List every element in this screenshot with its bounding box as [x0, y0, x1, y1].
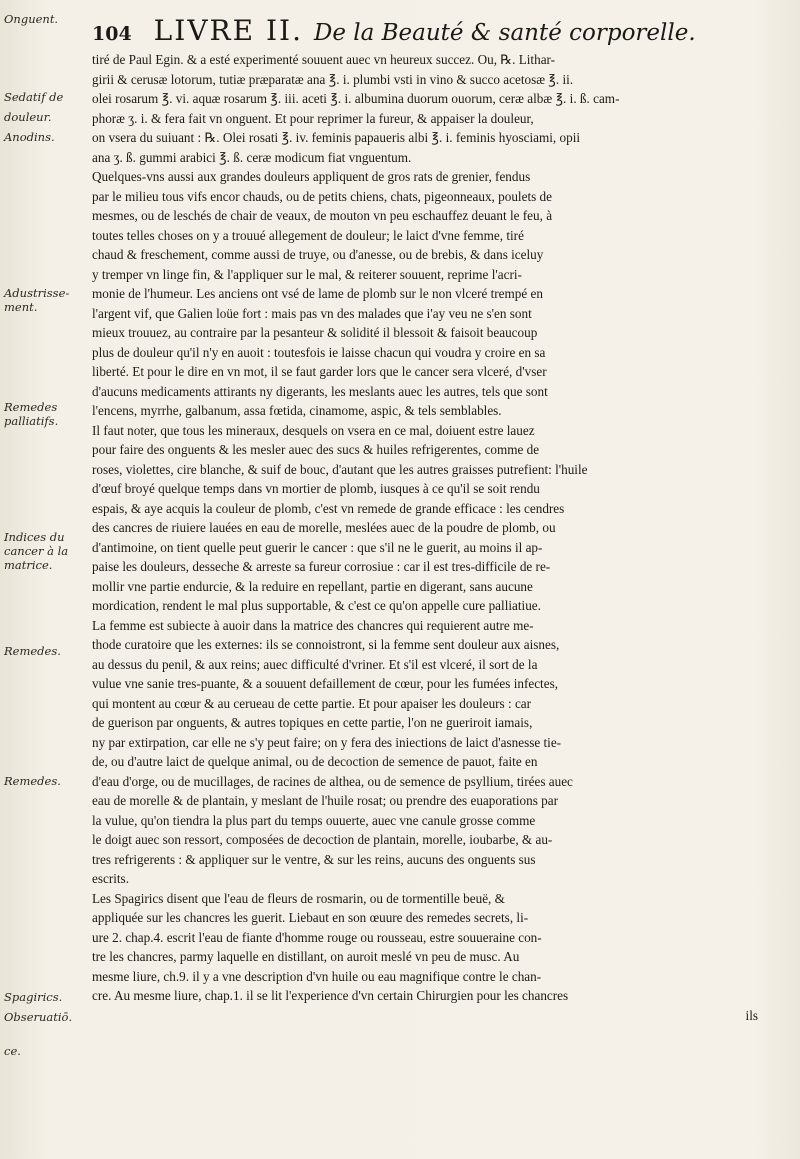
margin-note: Onguent. — [4, 12, 59, 26]
text-line: monie de l'humeur. Les anciens ont vsé de lame de plomb sur le non vlceré trempé en — [92, 286, 543, 301]
margin-note: Sedatif de — [4, 90, 64, 104]
margin-note: douleur. — [4, 110, 52, 124]
text-line: girii & cerusæ lotorum, tutiæ præparatæ ana ℥. i. plumbi vsti in vino & succo acetosæ ℥. ii. — [92, 71, 574, 87]
text-line: au dessus du penil, & aux reins; auec difficulté d'vriner. Et s'il est vlceré, il sort de la — [92, 656, 538, 672]
margin-note: Adustrisse-ment. — [4, 286, 70, 314]
text-line: mollir vne partie endurcie, & la reduire en repellant, partie en digerant, sans aucune — [92, 578, 533, 594]
text-line: espais, & aye acquis la couleur de plomb, c'est vn remede de grande efficace : les cendres — [92, 500, 565, 516]
text-line: l'argent vif, que Galien loüe fort : mais pas vn des malades que i'ay veu ne s'en sont — [92, 305, 532, 321]
text-line: on vsera du suiuant : ℞. Olei rosati ℥. iv. feminis papaueris albi ℥. i. feminis hyosciami, opii — [92, 130, 581, 145]
text-line: cre. Au mesme liure, chap.1. il se lit l'experience d'vn certain Chirurgien pour les chancres — [92, 988, 569, 1003]
text-line: par le milieu tous vifs encor chauds, ou de petits chiens, chats, pigeonneaux, poulets de — [92, 188, 552, 204]
text-line: Les Spagirics disent que l'eau de fleurs de rosmarin, ou de tormentille beuë, & — [92, 890, 505, 906]
text-line: ure 2. chap.4. escrit l'eau de fiante d'homme rouge ou rousseau, estre souueraine con- — [92, 929, 542, 945]
text-line: Il faut noter, que tous les mineraux, desquels on vsera en ce mal, doiuent estre lauez — [92, 422, 535, 438]
text-line: ils — [745, 1007, 758, 1023]
text-line: plus de douleur qu'il n'y en auoit : toutesfois ie laisse chacun qui voudra y croire en sa — [92, 344, 546, 360]
text-line: tiré de Paul Egin. & a esté experimenté souuent auec vn heureux succez. Ou, ℞. Lithar- — [92, 52, 556, 67]
text-line: escrits. — [92, 871, 129, 886]
margin-note: Remedes. — [4, 644, 61, 658]
margin-note: Remedes palliatifs. — [4, 400, 59, 428]
page-header — [92, 14, 782, 48]
text-line: y tremper vn linge fin, & l'appliquer sur le mal, & reiterer souuent, reprime l'acri- — [92, 266, 522, 282]
text-line: roses, violettes, cire blanche, & suif de bouc, d'autant que les autres graisses putrefient: l'huile — [92, 461, 588, 477]
text-line: mieux trouuez, au contraire par la pesanteur & solidité il blessoit & faisoit beaucoup — [92, 325, 538, 340]
margin-note: Spagirics. — [4, 990, 63, 1004]
text-line: appliquée sur les chancres les guerit. Liebaut en son œuure des remedes secrets, li- — [92, 910, 529, 925]
body-text — [92, 50, 782, 1025]
text-line: eau de morelle & de plantain, y meslant de l'huile rosat; ou prendre des euaporations par — [92, 793, 558, 808]
text-line: l'encens, myrrhe, galbanum, assa fœtida, cinamome, aspic, & tels semblables. — [92, 403, 502, 418]
text-line: olei rosarum ℥. vi. aquæ rosarum ℥. iii. aceti ℥. i. albumina duorum ouorum, ceræ albæ ℥. i. ß. cam- — [92, 91, 620, 106]
running-title — [154, 14, 696, 47]
margin-note: ce. — [4, 1044, 21, 1058]
margin-note: Remedes. — [4, 774, 61, 788]
text-line: Quelques-vns aussi aux grandes douleurs appliquent de gros rats de grenier, fendus — [92, 169, 531, 184]
text-line: d'antimoine, on tient quelle peut guerir le cancer : que s'il ne le guerit, au moins il ap- — [92, 539, 543, 555]
text-line: d'aucuns medicaments attirants ny digerants, les meslants auec les autres, tels que sont — [92, 383, 548, 399]
text-line: phoræ ʒ. i. & fera fait vn onguent. Et pour reprimer la fureur, & appaiser la douleur, — [92, 110, 534, 126]
text-line: de guerison par onguents, & autres topiques en cette partie, l'on ne gueriroit iamais, — [92, 715, 533, 730]
running-title-book: LIVRE II. — [153, 14, 303, 47]
text-line: mordication, rendent le mal plus supportable, & c'est ce qu'on appelle cure palliatiue. — [92, 598, 541, 613]
text-line: des cancres de riuiere lauées en eau de morelle, meslées auec de la poudre de plomb, ou — [92, 520, 556, 535]
text-line: thode curatoire que les externes: ils se connoistront, si la femme sent douleur aux aisnes, — [92, 637, 560, 652]
running-title-subject: De la Beauté & santé corporelle. — [313, 20, 696, 46]
text-line: tre les chancres, parmy laquelle en distillant, on auroit meslé vn peu de musc. Au — [92, 949, 520, 964]
text-line: toutes telles choses on y a trouué allegement de douleur; le laict d'vne femme, tiré — [92, 227, 524, 243]
text-line: qui montent au cœur & au cerueau de cette partie. Et pour apaiser les douleurs : car — [92, 695, 532, 711]
text-line: paise les douleurs, desseche & arreste sa fureur corrosiue : car il est tres-difficile de re- — [92, 559, 551, 574]
text-line: ana ʒ. ß. gummi arabici ℥. ß. ceræ modicum fiat vnguentum. — [92, 149, 412, 165]
text-line: vulue vne sanie tres-puante, & a souuent defaillement de cœur, pour les fumées infectes, — [92, 676, 558, 691]
text-line: mesme liure, ch.9. il y a vne description d'vn huile ou eau magnifique contre le chan- — [92, 968, 542, 984]
page-number: 104 — [92, 23, 132, 45]
text-line: d'eau d'orge, ou de mucillages, de racines de althea, ou de semence de psyllium, tirées auec — [92, 773, 573, 789]
text-line: le doigt auec son ressort, composées de decoction de plantain, morelle, ioubarbe, & au- — [92, 832, 553, 847]
text-line: la vulue, qu'on tiendra la plus part du temps ouuerte, auec vne canule grosse comme — [92, 812, 536, 828]
text-line: de, ou d'autre laict de quelque animal, ou de decoction de semence de pauot, faite en — [92, 754, 538, 769]
text-line: La femme est subiecte à auoir dans la matrice des chancres qui requierent autre me- — [92, 617, 534, 633]
text-line: chaud & freschement, comme aussi de truye, ou d'anesse, ou de brebis, & dans iceluy — [92, 247, 544, 262]
text-line: ny par extirpation, car elle ne s'y peut faire; on y fera des iniections de laict d'asnesse tie- — [92, 734, 562, 750]
margin-note: Anodins. — [4, 130, 55, 144]
text-line: mesmes, ou de leschés de chair de veaux, de mouton vn peu eschauffez deuant le feu, à — [92, 208, 553, 223]
text-line: liberté. Et pour le dire en vn mot, il se faut garder lors que le cancer sera vlceré, d'vser — [92, 364, 547, 379]
margin-note: Obseruatiō. — [4, 1010, 73, 1024]
margin-note: Indices du cancer à la matrice. — [4, 530, 69, 572]
text-line: pour faire des onguents & les mesler auec des sucs & huiles refrigerentes, comme de — [92, 442, 540, 457]
text-line: tres refrigerents : & appliquer sur le ventre, & sur les reins, aucuns des onguents sus — [92, 851, 536, 867]
text-line: d'œuf broyé quelque temps dans vn mortier de plomb, iusques à ce qu'il se soit rendu — [92, 481, 540, 496]
